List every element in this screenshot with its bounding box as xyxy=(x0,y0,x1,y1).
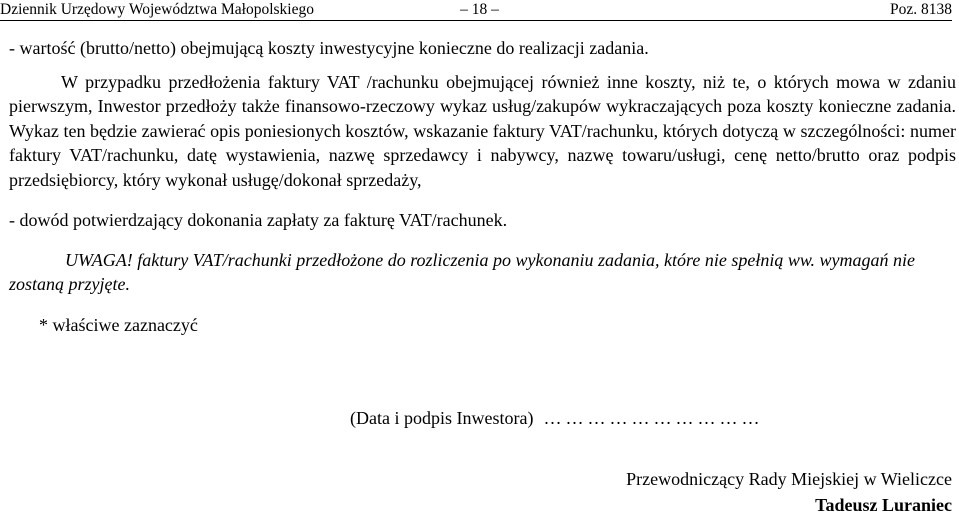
chairman-block xyxy=(626,466,952,518)
journal-title: Dziennik Urzędowy Województwa Małopolskiego xyxy=(0,1,314,18)
warning-label: UWAGA! xyxy=(65,249,133,270)
page-header xyxy=(0,0,959,22)
value-line: - wartość (brutto/netto) obejmującą koszty inwestycyjne konieczne do realizacji zadania. xyxy=(9,38,649,58)
footnote: * właściwe zaznaczyć xyxy=(39,314,198,335)
document-body xyxy=(9,36,956,337)
payment-proof-line: - dowód potwierdzający dokonania zapłaty za fakturę VAT/rachunek. xyxy=(9,210,508,230)
chairman-name: Tadeusz Luraniec xyxy=(815,495,952,515)
chairman-title: Przewodniczący Rady Miejskiej w Wieliczce xyxy=(626,469,952,489)
signature-label: (Data i podpis Inwestora) xyxy=(350,408,534,428)
invoice-paragraph: W przypadku przedłożenia faktury VAT /rachunku obejmującej również inne koszty, niż te, o których mowa w zdaniu pierwszym, Inwestor przedłoży także finansowo-rzeczowy wykaz usług/zakupów wykraczających poza koszty konieczne zadania. Wykaz ten będzie zawierać opis poniesionych kosztów, wskazanie faktury VAT/rachunku, których dotyczą w szczególności: numer faktury VAT/rachunku, datę wystawienia, nazwę sprzedawcy i nabywcy, nazwę towaru/usługi, cenę netto/brutto oraz podpis przedsiębiorcy, który wykonał usługę/dokonał sprzedaży, xyxy=(9,71,956,190)
page-number: – 18 – xyxy=(460,1,499,18)
signature-dots: ………………………… xyxy=(543,408,764,428)
investor-signature xyxy=(350,406,763,430)
position-number: Poz. 8138 xyxy=(890,1,952,18)
warning-paragraph xyxy=(9,248,956,297)
warning-text: faktury VAT/rachunki przedłożone do rozliczenia po wykonaniu zadania, które nie spełnią ww. wymagań nie zostaną przyjęte. xyxy=(9,249,915,294)
header-rule xyxy=(0,20,952,21)
